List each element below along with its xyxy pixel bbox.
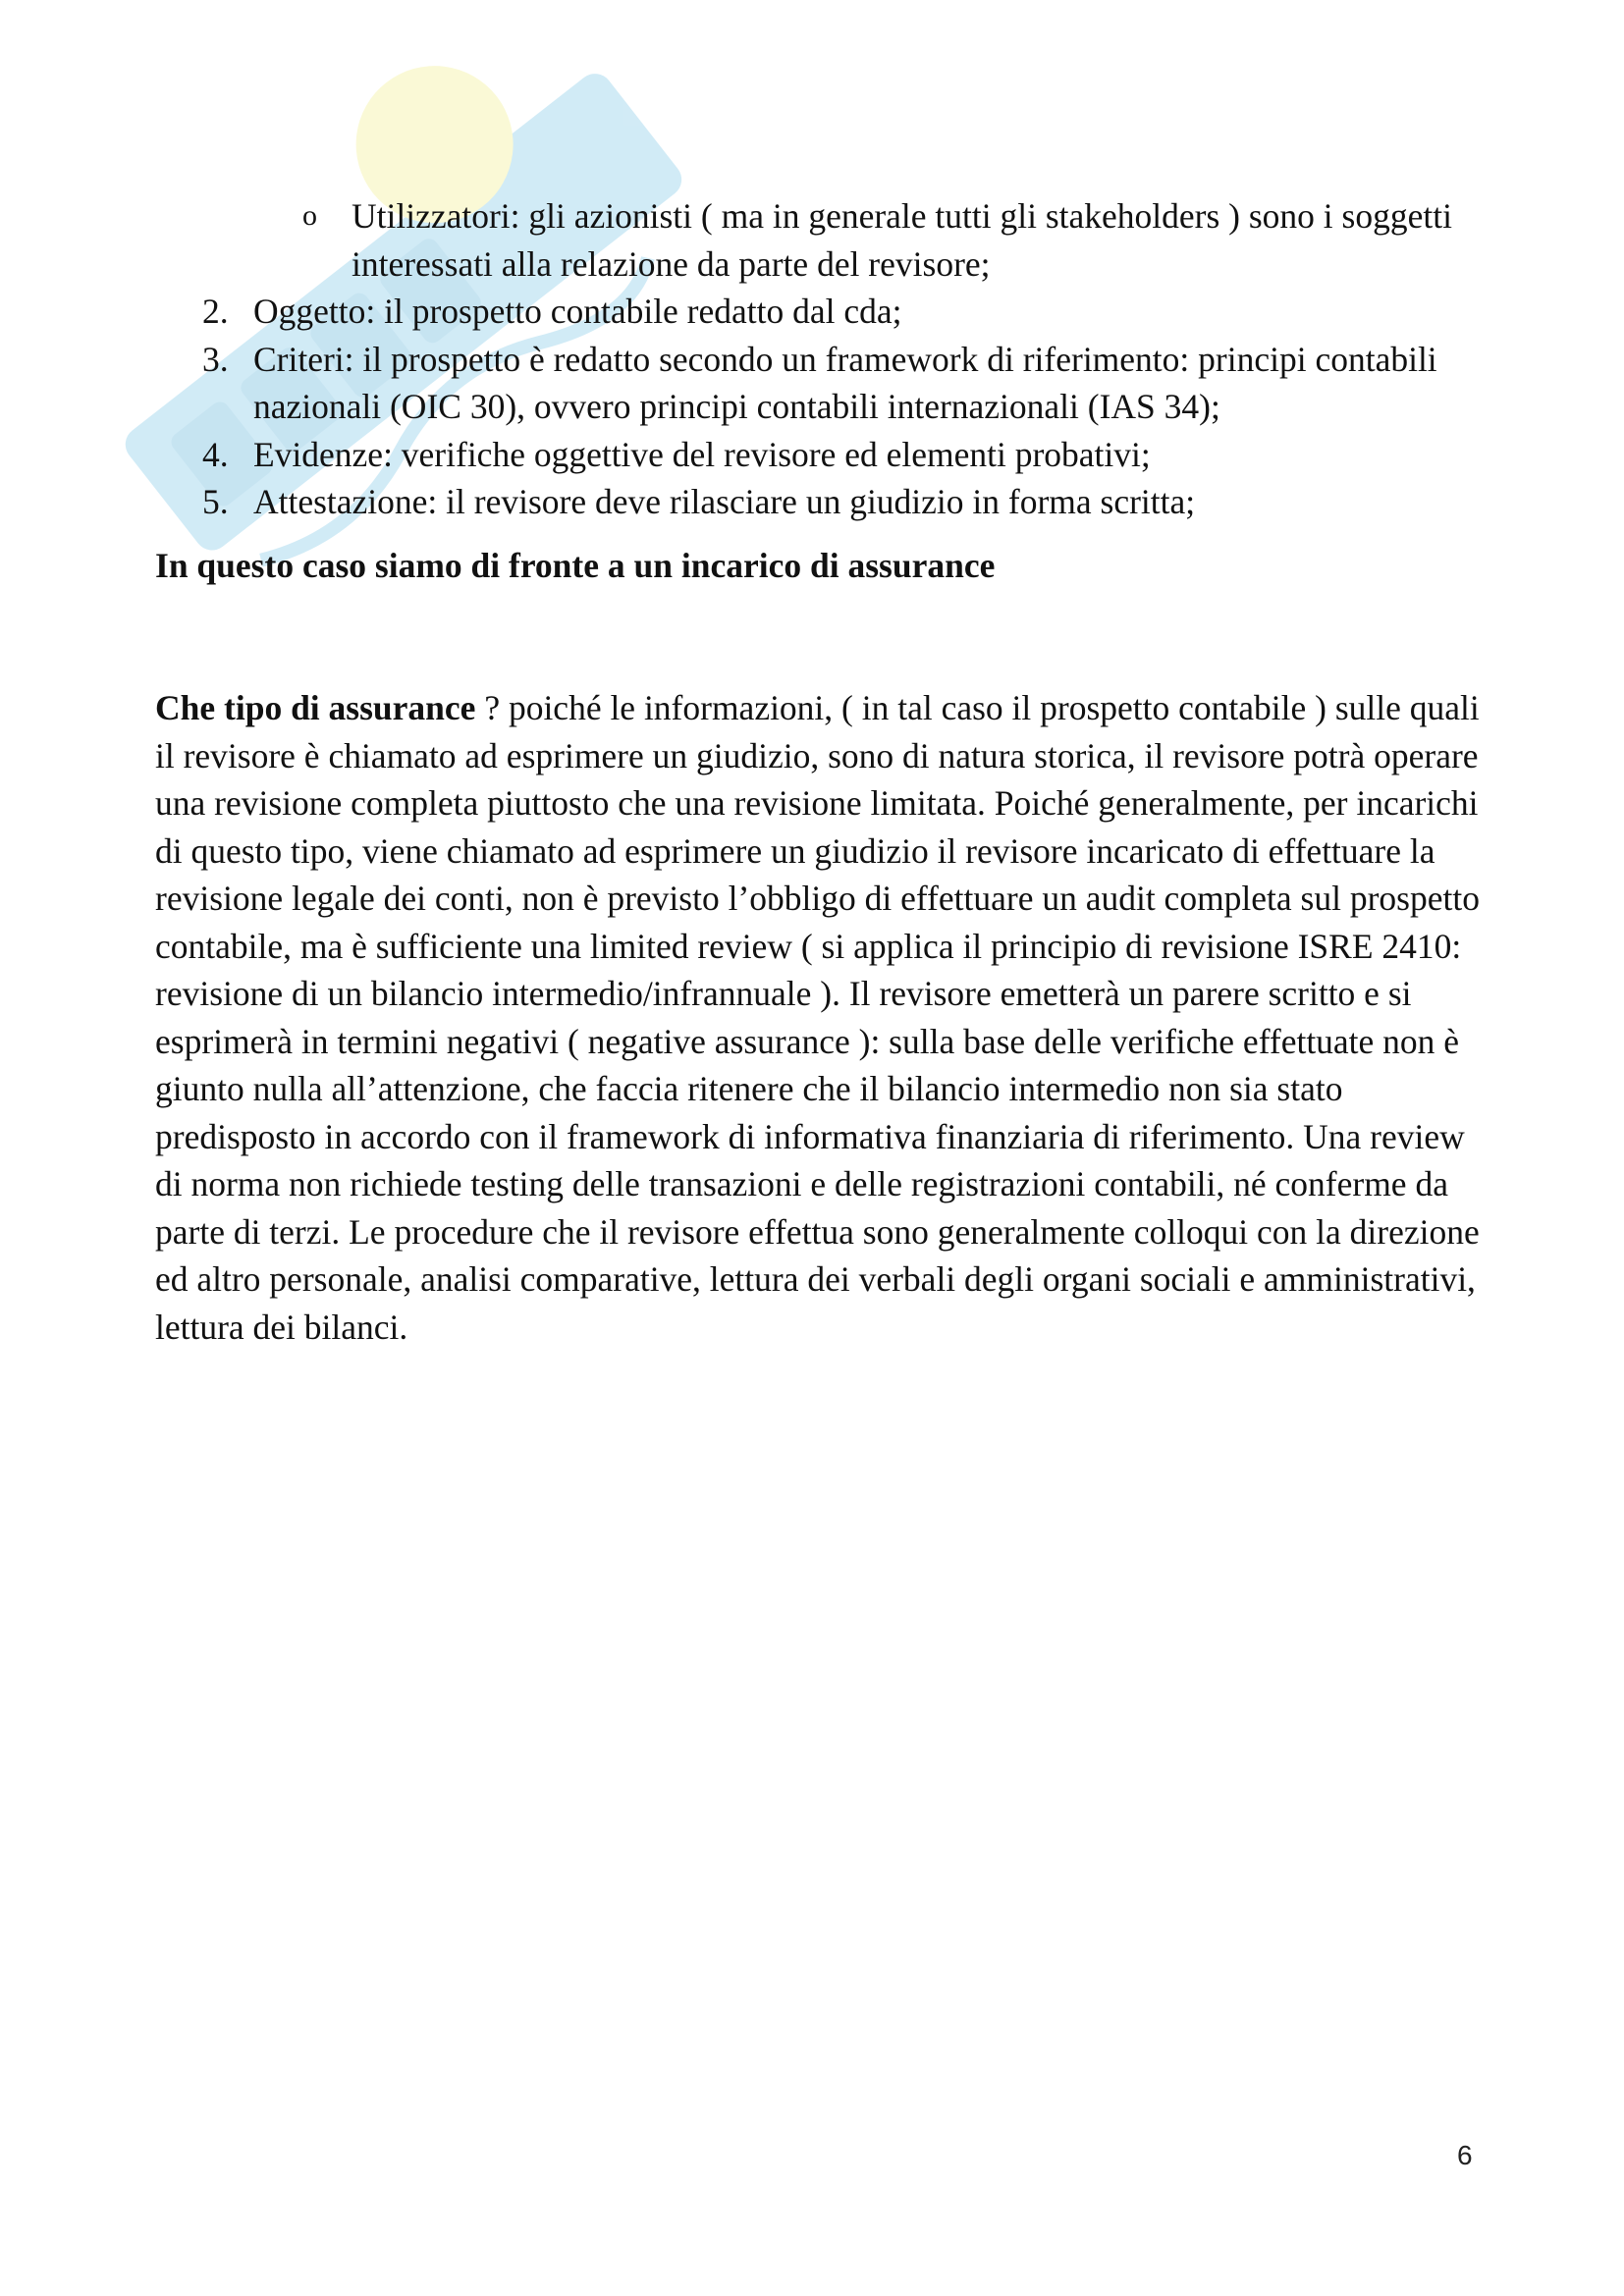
list-item-number: 2. [202,292,229,331]
paragraph-body: ? poiché le informazioni, ( in tal caso il prospetto contabile ) sulle quali il revisore è chiamato ad esprimere un giudizio, sono di natura storica, il revisore potrà operare una revisione completa piuttosto che una revisione limitata. Poiché generalmente, per incarichi di questo tipo, viene chiamato ad esprimere un giudizio il revisore incaricato di effettuare la revisione legale dei conti, non è previsto l’obbligo di effettuare un audit completa sul prospetto contabile, ma è sufficiente una limited review ( si applica il principio di revisione ISRE 2410: revisione di un bilancio intermedio/infrannuale ). Il revisore emetterà un parere scritto e si esprimerà in termini negativi ( negative assurance ): sulla base delle verifiche effettuate non è giunto nulla all’attenzione, che faccia ritenere che il bilancio intermedio non sia stato predisposto in accordo con il framework di informativa finanziaria di riferimento. Una review di norma non richiede testing delle transazioni e delle registrazioni contabili, né conferme da parte di terzi. Le procedure che il revisore effettua sono generalmente colloqui con la direzione ed altro personale, analisi comparative, lettura dei verbali degli organi sociali e amministrativi, lettura dei bilanci. [155,688,1480,1347]
page-content [155,192,1490,1351]
list-item [155,431,1490,479]
list-item-text: Evidenze: verifiche oggettive del revisore ed elementi probativi; [253,434,1151,474]
list-item [155,478,1490,526]
sub-list-item [155,192,1490,288]
list-item-number: 5. [202,482,229,521]
sub-bullet-marker: o [302,199,317,232]
list-item-text: Attestazione: il revisore deve rilasciare un giudizio in forma scritta; [253,482,1196,521]
list-item-text: Criteri: il prospetto è redatto secondo un framework di riferimento: principi contabili nazionali (OIC 30), ovvero principi contabili internazionali (IAS 34); [253,339,1437,426]
list-item [155,288,1490,336]
list-item-number: 3. [202,339,229,379]
list-item-number: 4. [202,434,229,474]
page-number: 6 [1457,2140,1473,2170]
paragraph-lead: Che tipo di assurance [155,688,476,727]
body-paragraph [155,684,1490,1351]
list-item-text: Oggetto: il prospetto contabile redatto dal cda; [253,292,902,331]
section-heading: In questo caso siamo di fronte a un incarico di assurance [155,545,996,585]
sub-list-item-text: Utilizzatori: gli azionisti ( ma in generale tutti gli stakeholders ) sono i soggetti interessati alla relazione da parte del revisore; [352,196,1452,284]
numbered-list [155,288,1490,526]
list-item [155,336,1490,431]
